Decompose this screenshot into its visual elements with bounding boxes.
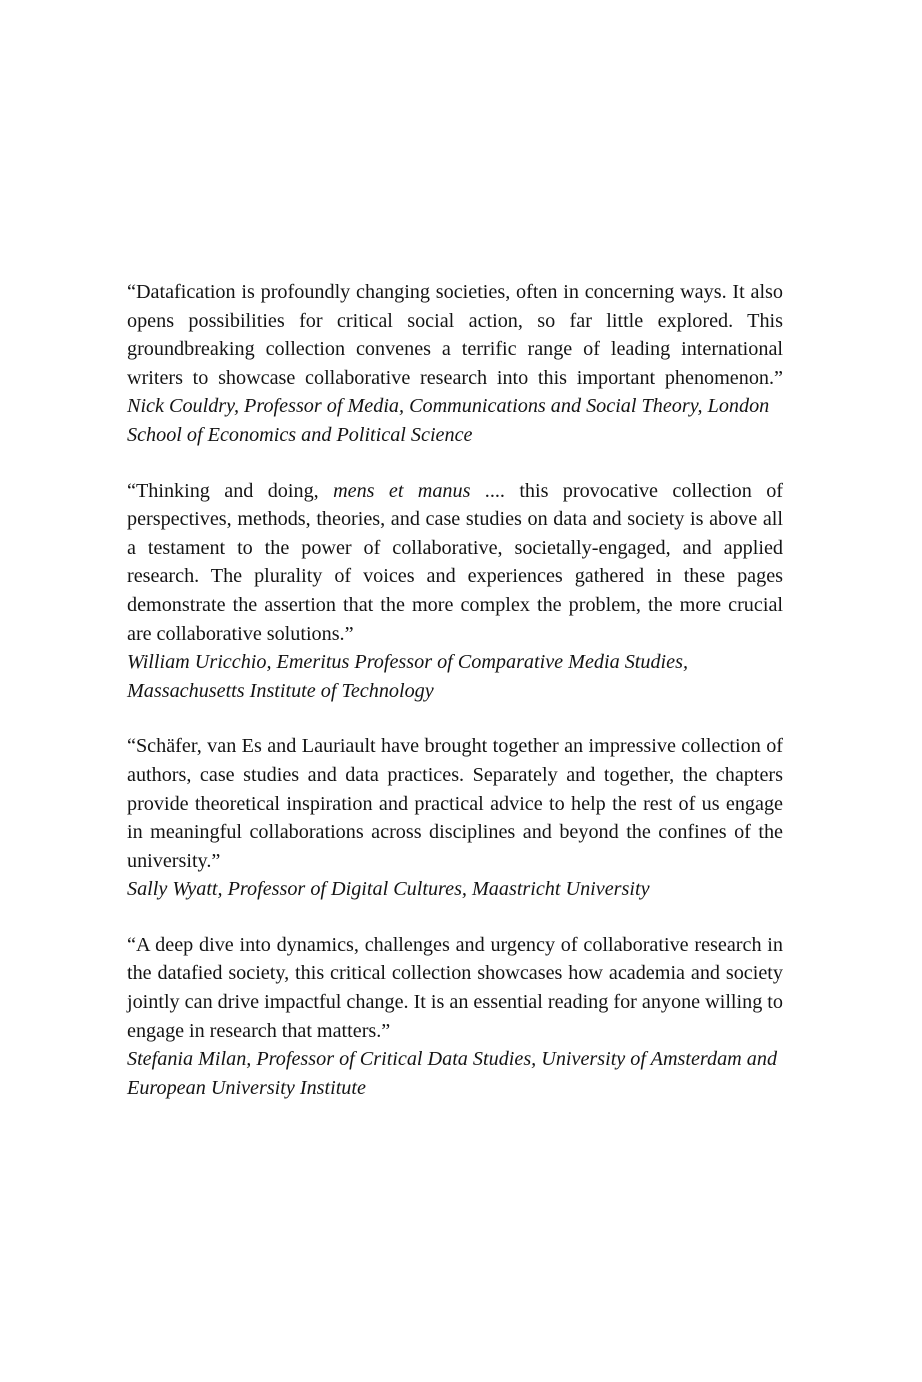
endorsement-attribution-1: Nick Couldry, Professor of Media, Communications and Social Theory, London School of Economics and Political Science — [127, 395, 770, 446]
endorsement-quote-4: “A deep dive into dynamics, challenges and urgency of collaborative research in the datafied society, this critical collection showcases how academia and society jointly can drive impactful change. It is an essential reading for anyone willing to engage in research that matters.” — [127, 933, 783, 1042]
endorsement-quote-3: “Schäfer, van Es and Lauriault have brought together an impressive collection of authors, case studies and data practices. Separately and together, the chapters provide theoretical inspiration and practical advice to help the rest of us engage in meaningful collaborations across disciplines and beyond the confines of the university.” — [127, 735, 783, 872]
endorsement-quote-2-latin-phrase: mens et manus — [333, 479, 471, 502]
endorsement-quote-2-lead: “Thinking and doing, — [127, 479, 334, 502]
endorsement-quote-2 — [127, 477, 783, 649]
endorsement-quote-2-rest: .... this provocative collection of perspectives, methods, theories, and case studies on data and society is above all a testament to the power of collaborative, societally-engaged, and applied research. The plurality of voices and experiences gathered in these pages demonstrate the assertion that the more complex the problem, the more crucial are collaborative solutions.” — [127, 479, 783, 645]
endorsement-block-3 — [127, 732, 783, 904]
endorsement-attribution-3: Sally Wyatt, Professor of Digital Cultures, Maastricht University — [127, 878, 650, 901]
endorsement-block-1 — [127, 278, 783, 450]
endorsements-container — [127, 278, 783, 1102]
endorsement-attribution-4: Stefania Milan, Professor of Critical Data Studies, University of Amsterdam and European University Institute — [127, 1048, 778, 1099]
endorsement-block-4 — [127, 931, 783, 1103]
endorsement-block-2 — [127, 477, 783, 706]
endorsement-quote-1: “Datafication is profoundly changing societies, often in concerning ways. It also opens possibilities for critical social action, so far little explored. This groundbreaking collection convenes a terrific range of leading international writers to showcase collaborative research into this important phenomenon.” — [127, 281, 783, 389]
endorsement-attribution-2: William Uricchio, Emeritus Professor of Comparative Media Studies, Massachusetts Institute of Technology — [127, 651, 688, 702]
